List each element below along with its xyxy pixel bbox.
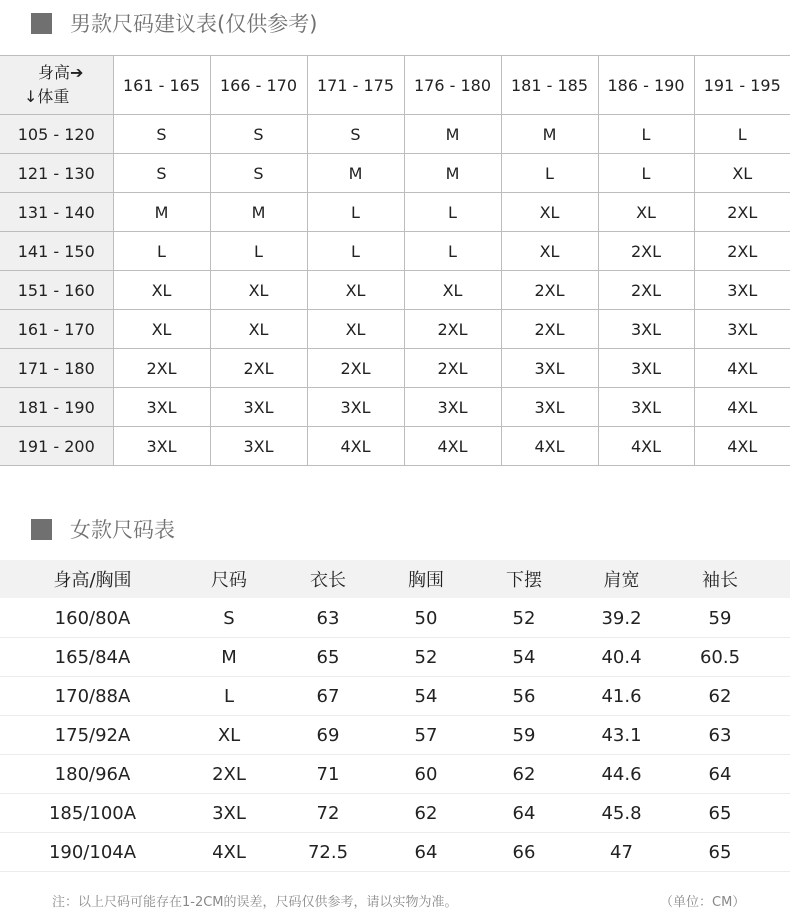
size-cell: L [694,115,790,154]
table-cell: 62 [414,802,438,824]
table-cell: 65 [316,646,340,668]
table-cell: 44.6 [601,763,642,785]
size-cell: 3XL [694,271,790,310]
size-cell: 3XL [598,349,694,388]
table-cell: 160/80A [54,607,131,629]
size-cell: 3XL [404,388,501,427]
table-cell: 72.5 [307,841,349,863]
table-row [0,755,790,794]
size-cell: 3XL [210,427,307,466]
size-cell: 3XL [694,310,790,349]
size-cell: 4XL [404,427,501,466]
table-cell: 59 [512,724,536,746]
table-cell: 52 [512,607,536,629]
size-cell: S [307,115,404,154]
size-cell: XL [210,271,307,310]
size-cell: XL [501,193,598,232]
column-header: 下摆 [506,570,542,591]
weight-range-cell: 121 - 130 [0,154,113,193]
women-header-row [0,560,790,598]
table-row [0,310,790,349]
size-cell: 2XL [307,349,404,388]
height-range-header: 181 - 185 [501,56,598,115]
table-cell: 2XL [212,763,246,785]
table-cell: 40.4 [601,646,642,668]
table-row [0,677,790,716]
height-range-header: 186 - 190 [598,56,694,115]
column-header: 肩宽 [603,570,640,591]
men-title-text: 男款尺码建议表(仅供参考) [70,12,318,36]
table-cell: 170/88A [54,685,131,707]
weight-range-cell: 171 - 180 [0,349,113,388]
table-row [0,638,790,677]
table-cell: XL [217,724,241,746]
table-cell: 190/104A [48,841,137,863]
height-range-header: 161 - 165 [113,56,210,115]
size-cell: 4XL [501,427,598,466]
table-cell: 67 [316,685,340,707]
corner-weight-label: ↓体重 [24,87,70,106]
table-row [0,599,790,638]
size-cell: 2XL [113,349,210,388]
column-header: 身高/胸围 [53,570,132,591]
size-cell: 3XL [113,427,210,466]
size-cell: XL [113,271,210,310]
size-cell: 2XL [598,271,694,310]
square-bullet-icon [31,13,52,34]
table-row [0,232,790,271]
size-cell: L [598,115,694,154]
size-cell: S [210,115,307,154]
size-cell: M [404,154,501,193]
table-cell: 43.1 [601,724,642,746]
size-cell: M [501,115,598,154]
size-cell: 2XL [404,349,501,388]
square-bullet-icon [31,519,52,540]
table-cell: L [223,685,235,707]
height-range-header: 166 - 170 [210,56,307,115]
height-range-header: 191 - 195 [694,56,790,115]
table-cell: 69 [316,724,340,746]
weight-range-cell: 131 - 140 [0,193,113,232]
size-cell: XL [307,310,404,349]
table-cell: 54 [512,646,536,668]
table-cell: 57 [414,724,438,746]
table-row [0,427,790,466]
column-header: 衣长 [310,570,346,591]
size-cell: XL [210,310,307,349]
table-row [0,193,790,232]
weight-range-cell: 105 - 120 [0,115,113,154]
table-cell: 39.2 [601,607,642,629]
size-cell: L [113,232,210,271]
table-cell: 50 [414,607,438,629]
column-header: 尺码 [211,570,247,591]
size-cell: L [307,193,404,232]
unit-label: （单位：CM） [660,895,746,910]
weight-range-cell: 151 - 160 [0,271,113,310]
size-cell: 3XL [501,349,598,388]
size-cell: M [404,115,501,154]
size-cell: S [210,154,307,193]
size-cell: M [210,193,307,232]
table-cell: 165/84A [54,646,131,668]
table-cell: 64 [708,763,732,785]
table-cell: 64 [414,841,438,863]
table-cell: M [221,646,237,668]
size-cell: XL [307,271,404,310]
size-cell: 3XL [113,388,210,427]
weight-range-cell: 141 - 150 [0,232,113,271]
table-cell: 41.6 [601,685,642,707]
table-cell: 180/96A [54,763,131,785]
size-cell: XL [113,310,210,349]
size-cell: 2XL [210,349,307,388]
footer-note: 注：以上尺码可能存在1-2CM的误差，尺码仅供参考，请以实物为准。 [52,895,458,910]
table-row [0,115,790,154]
men-section-title [31,10,317,36]
size-cell: 4XL [598,427,694,466]
size-cell: L [598,154,694,193]
table-cell: 175/92A [54,724,131,746]
size-cell: L [404,193,501,232]
men-header-row [0,56,790,115]
weight-range-cell: 191 - 200 [0,427,113,466]
table-cell: 63 [708,724,732,746]
weight-range-cell: 181 - 190 [0,388,113,427]
table-cell: 65 [708,802,732,824]
table-cell: 66 [512,841,536,863]
table-cell: 71 [316,763,340,785]
size-cell: XL [501,232,598,271]
table-cell: 62 [512,763,536,785]
table-row [0,716,790,755]
height-range-header: 176 - 180 [404,56,501,115]
table-cell: 59 [708,607,732,629]
size-cell: S [113,115,210,154]
size-cell: 2XL [404,310,501,349]
table-cell: 3XL [212,802,246,824]
weight-range-cell: 161 - 170 [0,310,113,349]
size-cell: 2XL [598,232,694,271]
size-cell: 4XL [694,427,790,466]
size-cell: 4XL [307,427,404,466]
table-row [0,271,790,310]
size-cell: 3XL [598,310,694,349]
table-cell: 63 [316,607,340,629]
corner-cell [0,56,113,115]
size-cell: 4XL [694,388,790,427]
table-cell: 62 [708,685,732,707]
men-size-table [0,55,790,466]
size-cell: 2XL [694,193,790,232]
table-row [0,388,790,427]
women-size-table [0,599,790,872]
size-cell: 2XL [501,310,598,349]
women-title-text: 女款尺码表 [70,518,175,542]
table-cell: 60 [414,763,438,785]
size-cell: 2XL [694,232,790,271]
size-cell: L [210,232,307,271]
size-cell: 3XL [210,388,307,427]
size-cell: M [307,154,404,193]
table-cell: 56 [512,685,536,707]
size-cell: 4XL [694,349,790,388]
size-cell: 3XL [307,388,404,427]
size-cell: M [113,193,210,232]
table-row [0,833,790,872]
column-header: 袖长 [702,570,738,591]
size-cell: L [404,232,501,271]
women-section-title [31,516,175,542]
size-cell: 3XL [501,388,598,427]
table-cell: 54 [414,685,438,707]
table-row [0,154,790,193]
table-cell: 52 [414,646,438,668]
table-row [0,794,790,833]
size-cell: XL [404,271,501,310]
table-cell: 47 [610,841,633,863]
column-header: 胸围 [408,570,444,591]
table-cell: 60.5 [699,646,741,668]
table-cell: 64 [512,802,536,824]
size-cell: L [307,232,404,271]
size-cell: XL [598,193,694,232]
table-cell: 65 [708,841,732,863]
table-cell: S [223,607,235,629]
table-row [0,349,790,388]
table-cell: 185/100A [48,802,137,824]
table-cell: 4XL [212,841,246,863]
size-cell: 3XL [598,388,694,427]
height-range-header: 171 - 175 [307,56,404,115]
size-cell: 2XL [501,271,598,310]
size-cell: L [501,154,598,193]
size-cell: XL [694,154,790,193]
corner-height-label: 身高➔ [38,63,84,82]
table-cell: 72 [316,802,340,824]
size-cell: S [113,154,210,193]
table-cell: 45.8 [601,802,642,824]
